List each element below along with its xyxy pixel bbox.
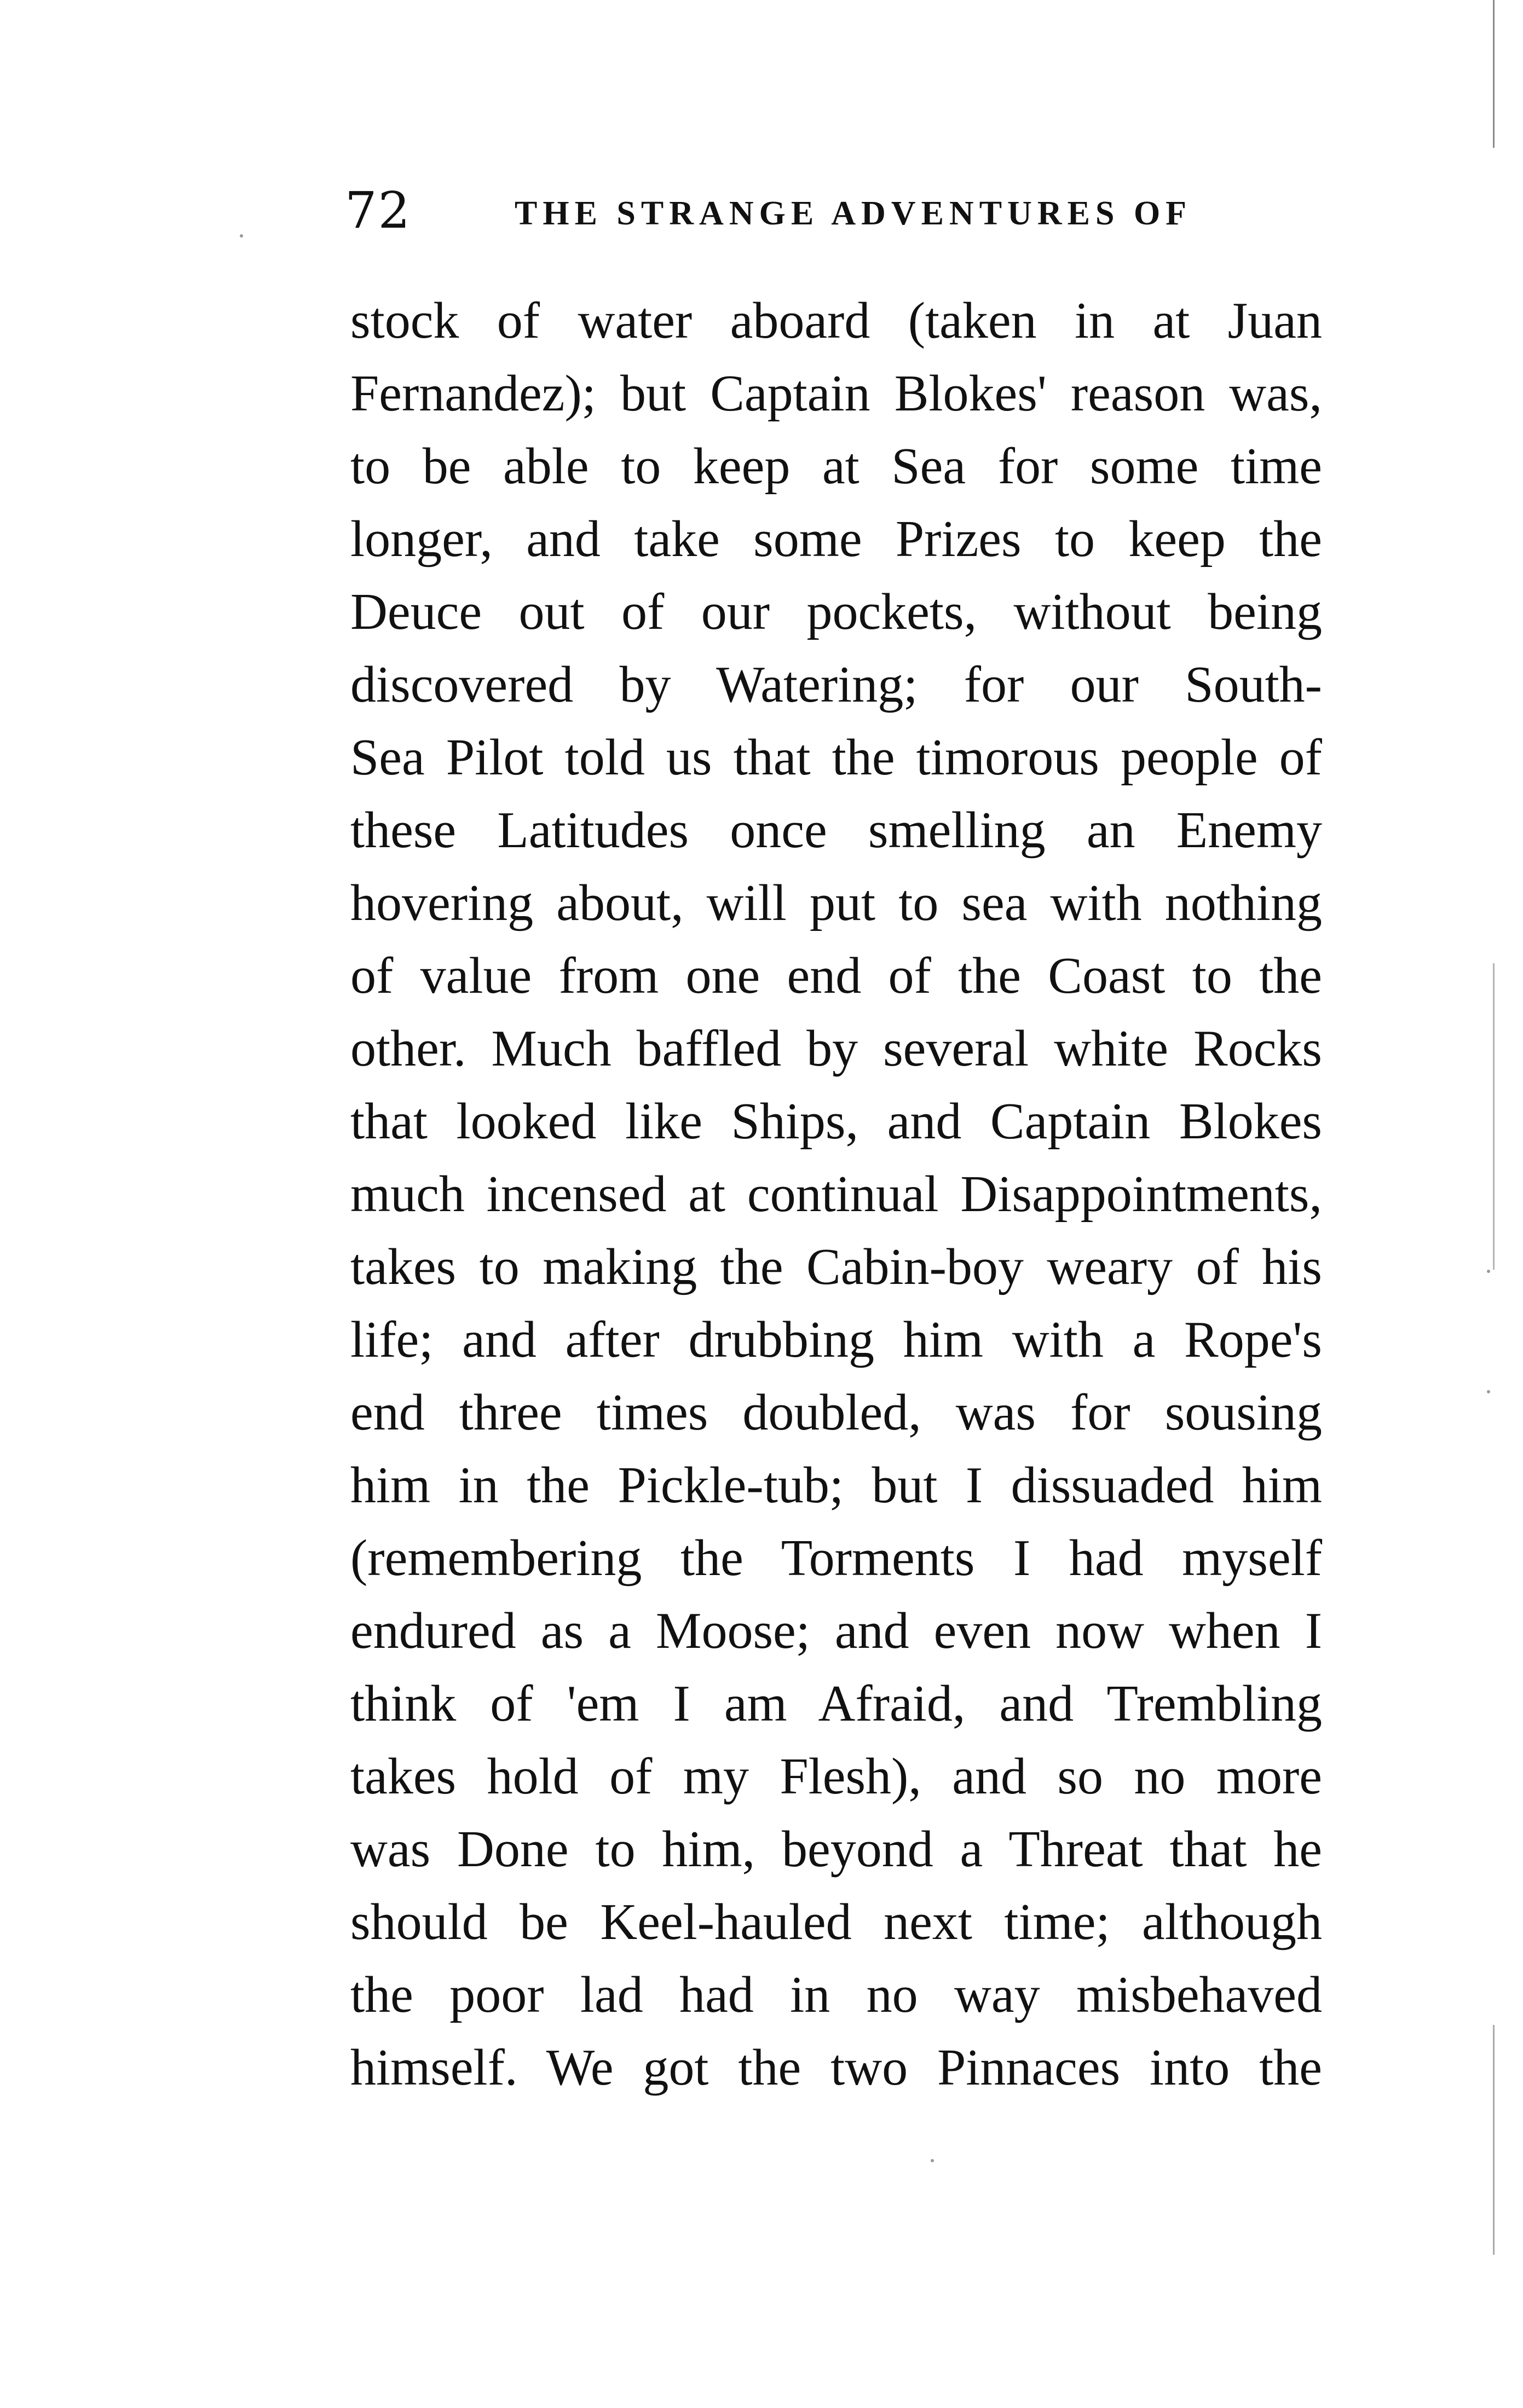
ink-speck: [931, 2159, 934, 2162]
text-line: other. Much baffled by several white Rocks: [350, 1020, 1322, 1077]
text-line: the poor lad had in no way misbehaved: [350, 1966, 1322, 2023]
text-line: Fernandez); but Captain Blokes' reason was,: [350, 365, 1322, 422]
page-edge-line-top: [1493, 0, 1495, 148]
text-line: takes to making the Cabin-boy weary of his: [350, 1238, 1322, 1295]
text-line: that looked like Ships, and Captain Blokes: [350, 1093, 1322, 1150]
text-line: to be able to keep at Sea for some time: [350, 438, 1322, 495]
text-line: should be Keel-hauled next time; although: [350, 1894, 1322, 1950]
page-header: [345, 181, 1330, 241]
text-line: endured as a Moose; and even now when I: [350, 1602, 1322, 1659]
body-text: [350, 285, 1322, 2104]
text-line: Deuce out of our pockets, without being: [350, 583, 1322, 640]
text-line: life; and after drubbing him with a Rope's: [350, 1311, 1322, 1368]
ink-speck: [1487, 1270, 1490, 1273]
page-number: 72: [345, 181, 412, 240]
running-head: THE STRANGE ADVENTURES OF: [515, 195, 1192, 232]
text-line: longer, and take some Prizes to keep the: [350, 511, 1322, 568]
ink-speck: [1487, 1390, 1490, 1393]
page-edge-line-bottom: [1493, 2025, 1495, 2255]
page-edge-line-middle: [1493, 963, 1495, 1270]
text-line: end three times doubled, was for sousing: [350, 1384, 1322, 1441]
text-line: (remembering the Torments I had myself: [350, 1530, 1322, 1587]
text-line: discovered by Watering; for our South-: [350, 656, 1322, 713]
text-line: much incensed at continual Disappointments,: [350, 1166, 1322, 1223]
text-line: himself. We got the two Pinnaces into the: [350, 2039, 1322, 2096]
text-line: of value from one end of the Coast to the: [350, 947, 1322, 1004]
text-line: hovering about, will put to sea with nothing: [350, 875, 1322, 931]
text-line: think of 'em I am Afraid, and Trembling: [350, 1675, 1322, 1732]
text-line: him in the Pickle-tub; but I dissuaded him: [350, 1457, 1322, 1514]
text-line: was Done to him, beyond a Threat that he: [350, 1821, 1322, 1878]
ink-speck: [240, 234, 243, 238]
text-line: takes hold of my Flesh), and so no more: [350, 1748, 1322, 1805]
text-line: stock of water aboard (taken in at Juan: [350, 292, 1322, 349]
text-line: these Latitudes once smelling an Enemy: [350, 802, 1322, 859]
text-line: Sea Pilot told us that the timorous people of: [350, 729, 1322, 786]
